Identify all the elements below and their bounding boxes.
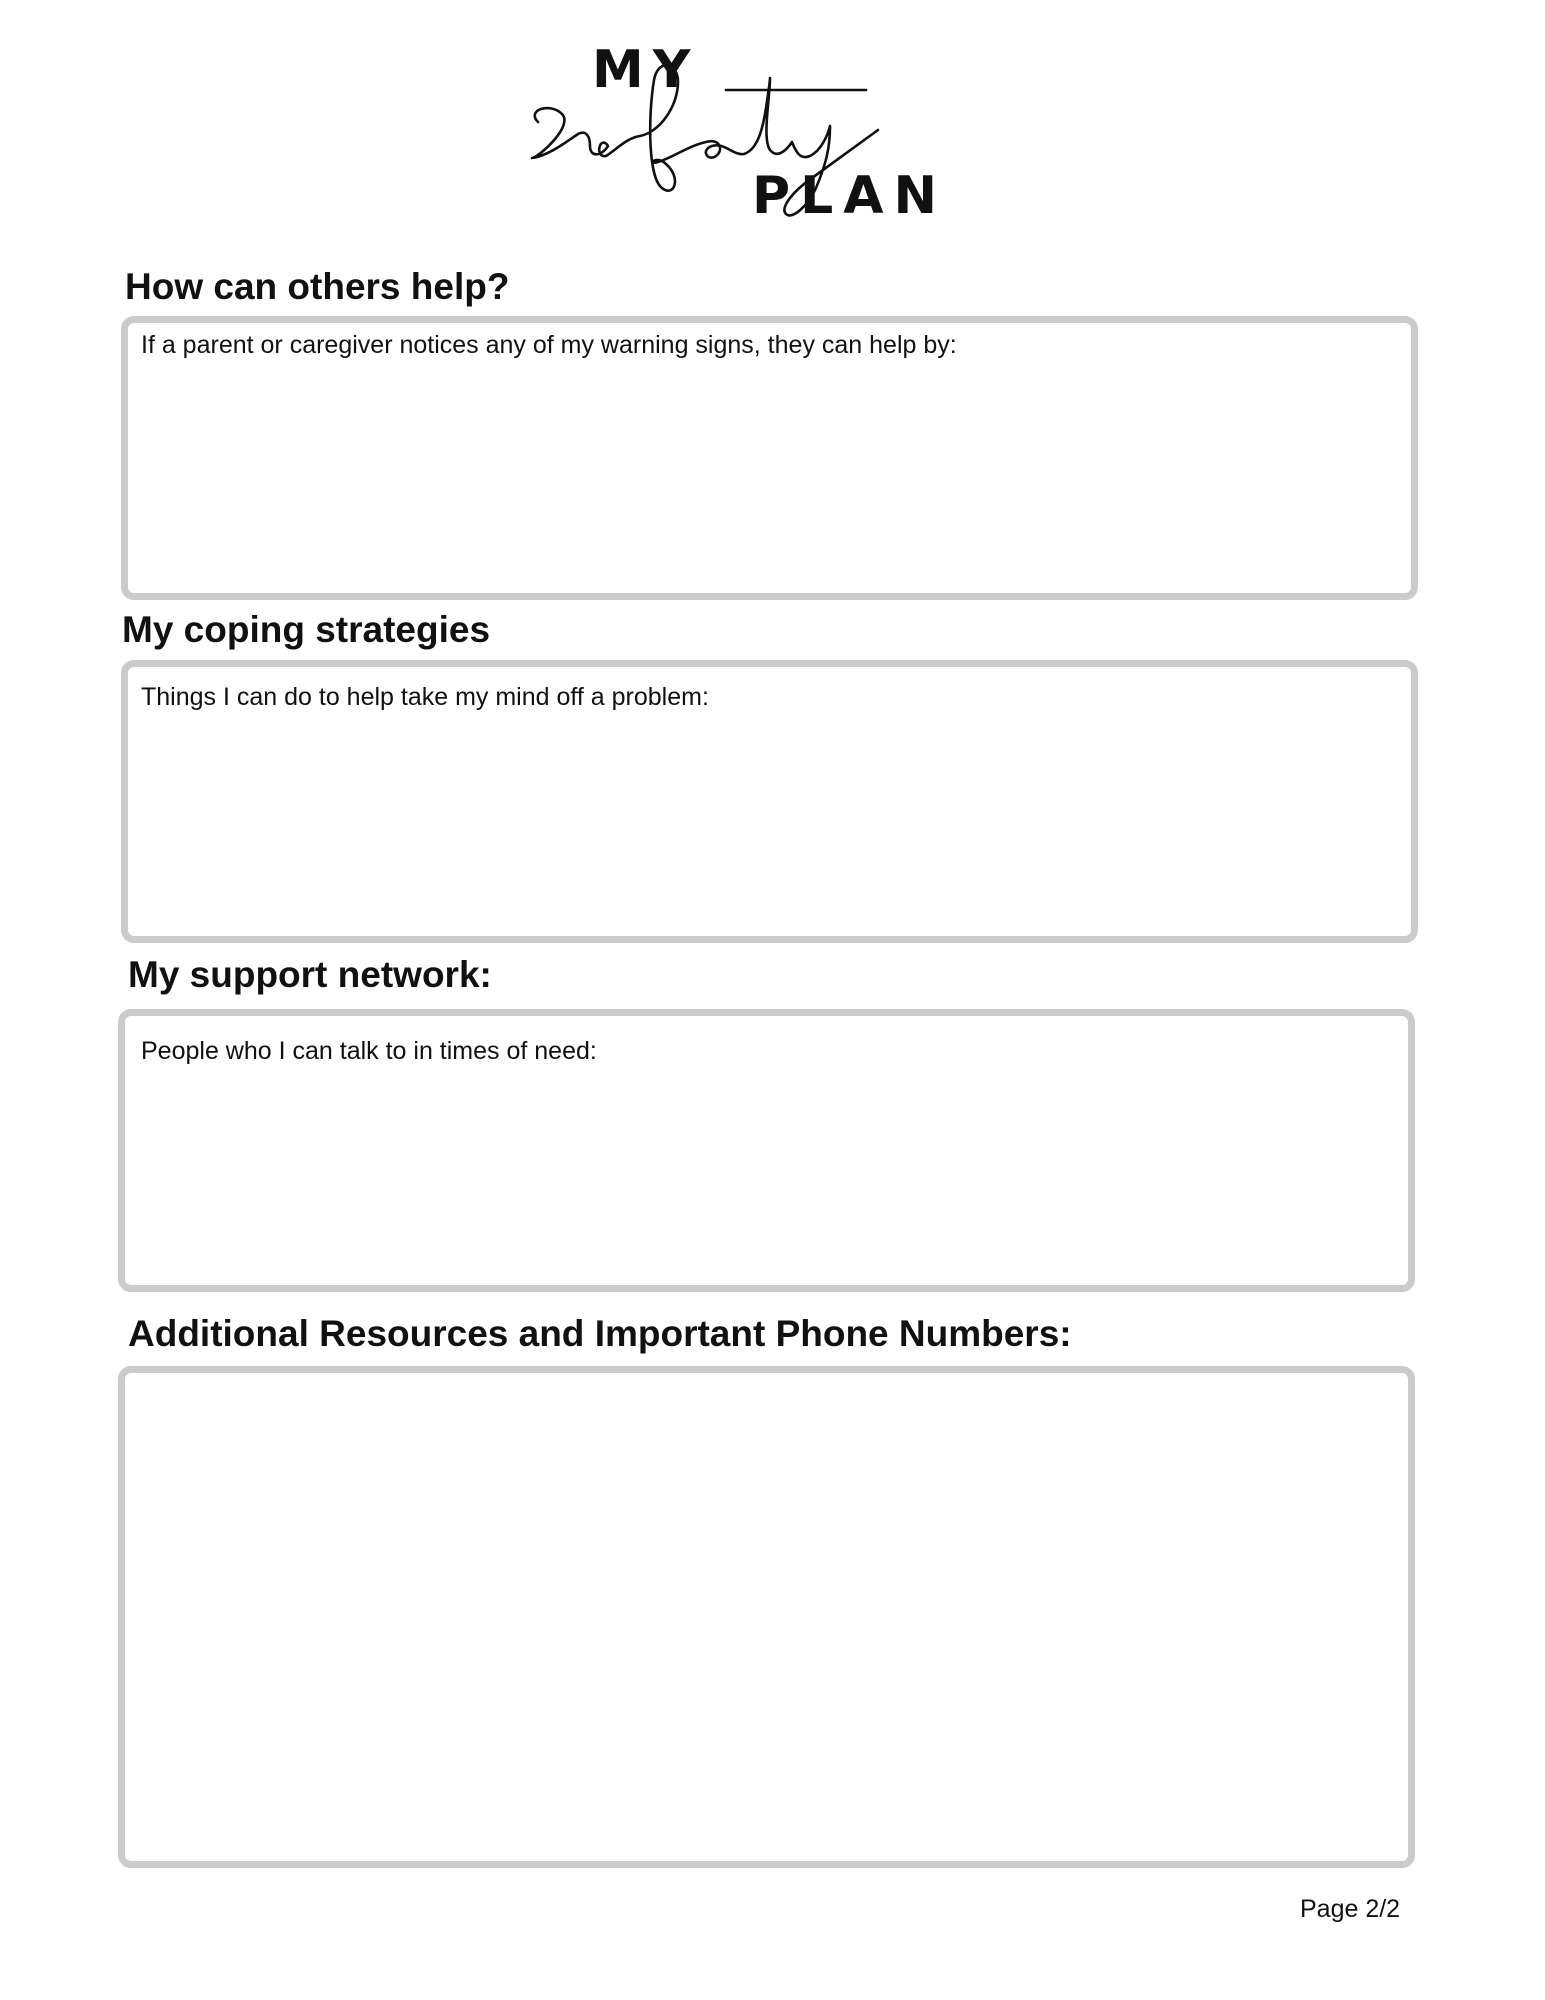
support-network-prompt: People who I can talk to in times of need: (141, 1037, 597, 1065)
section-title-others-help: How can others help? (125, 266, 510, 307)
section-title-coping-strategies: My coping strategies (122, 609, 491, 650)
others-help-text-area[interactable] (121, 316, 1418, 600)
section-title-additional-resources: Additional Resources and Important Phone Numbers: (128, 1313, 1072, 1354)
page-number: Page 2/2 (1300, 1895, 1401, 1923)
logo-word-my: MY (592, 40, 700, 100)
coping-strategies-text-area[interactable] (121, 660, 1418, 943)
logo-word-plan: PLAN (752, 166, 948, 226)
section-title-support-network: My support network: (128, 954, 492, 995)
coping-strategies-prompt: Things I can do to help take my mind off a problem: (141, 683, 709, 711)
others-help-prompt: If a parent or caregiver notices any of my warning signs, they can help by: (141, 331, 957, 359)
additional-resources-text-area[interactable] (118, 1366, 1415, 1868)
safety-plan-logo (530, 38, 970, 228)
support-network-text-area[interactable] (118, 1009, 1415, 1292)
